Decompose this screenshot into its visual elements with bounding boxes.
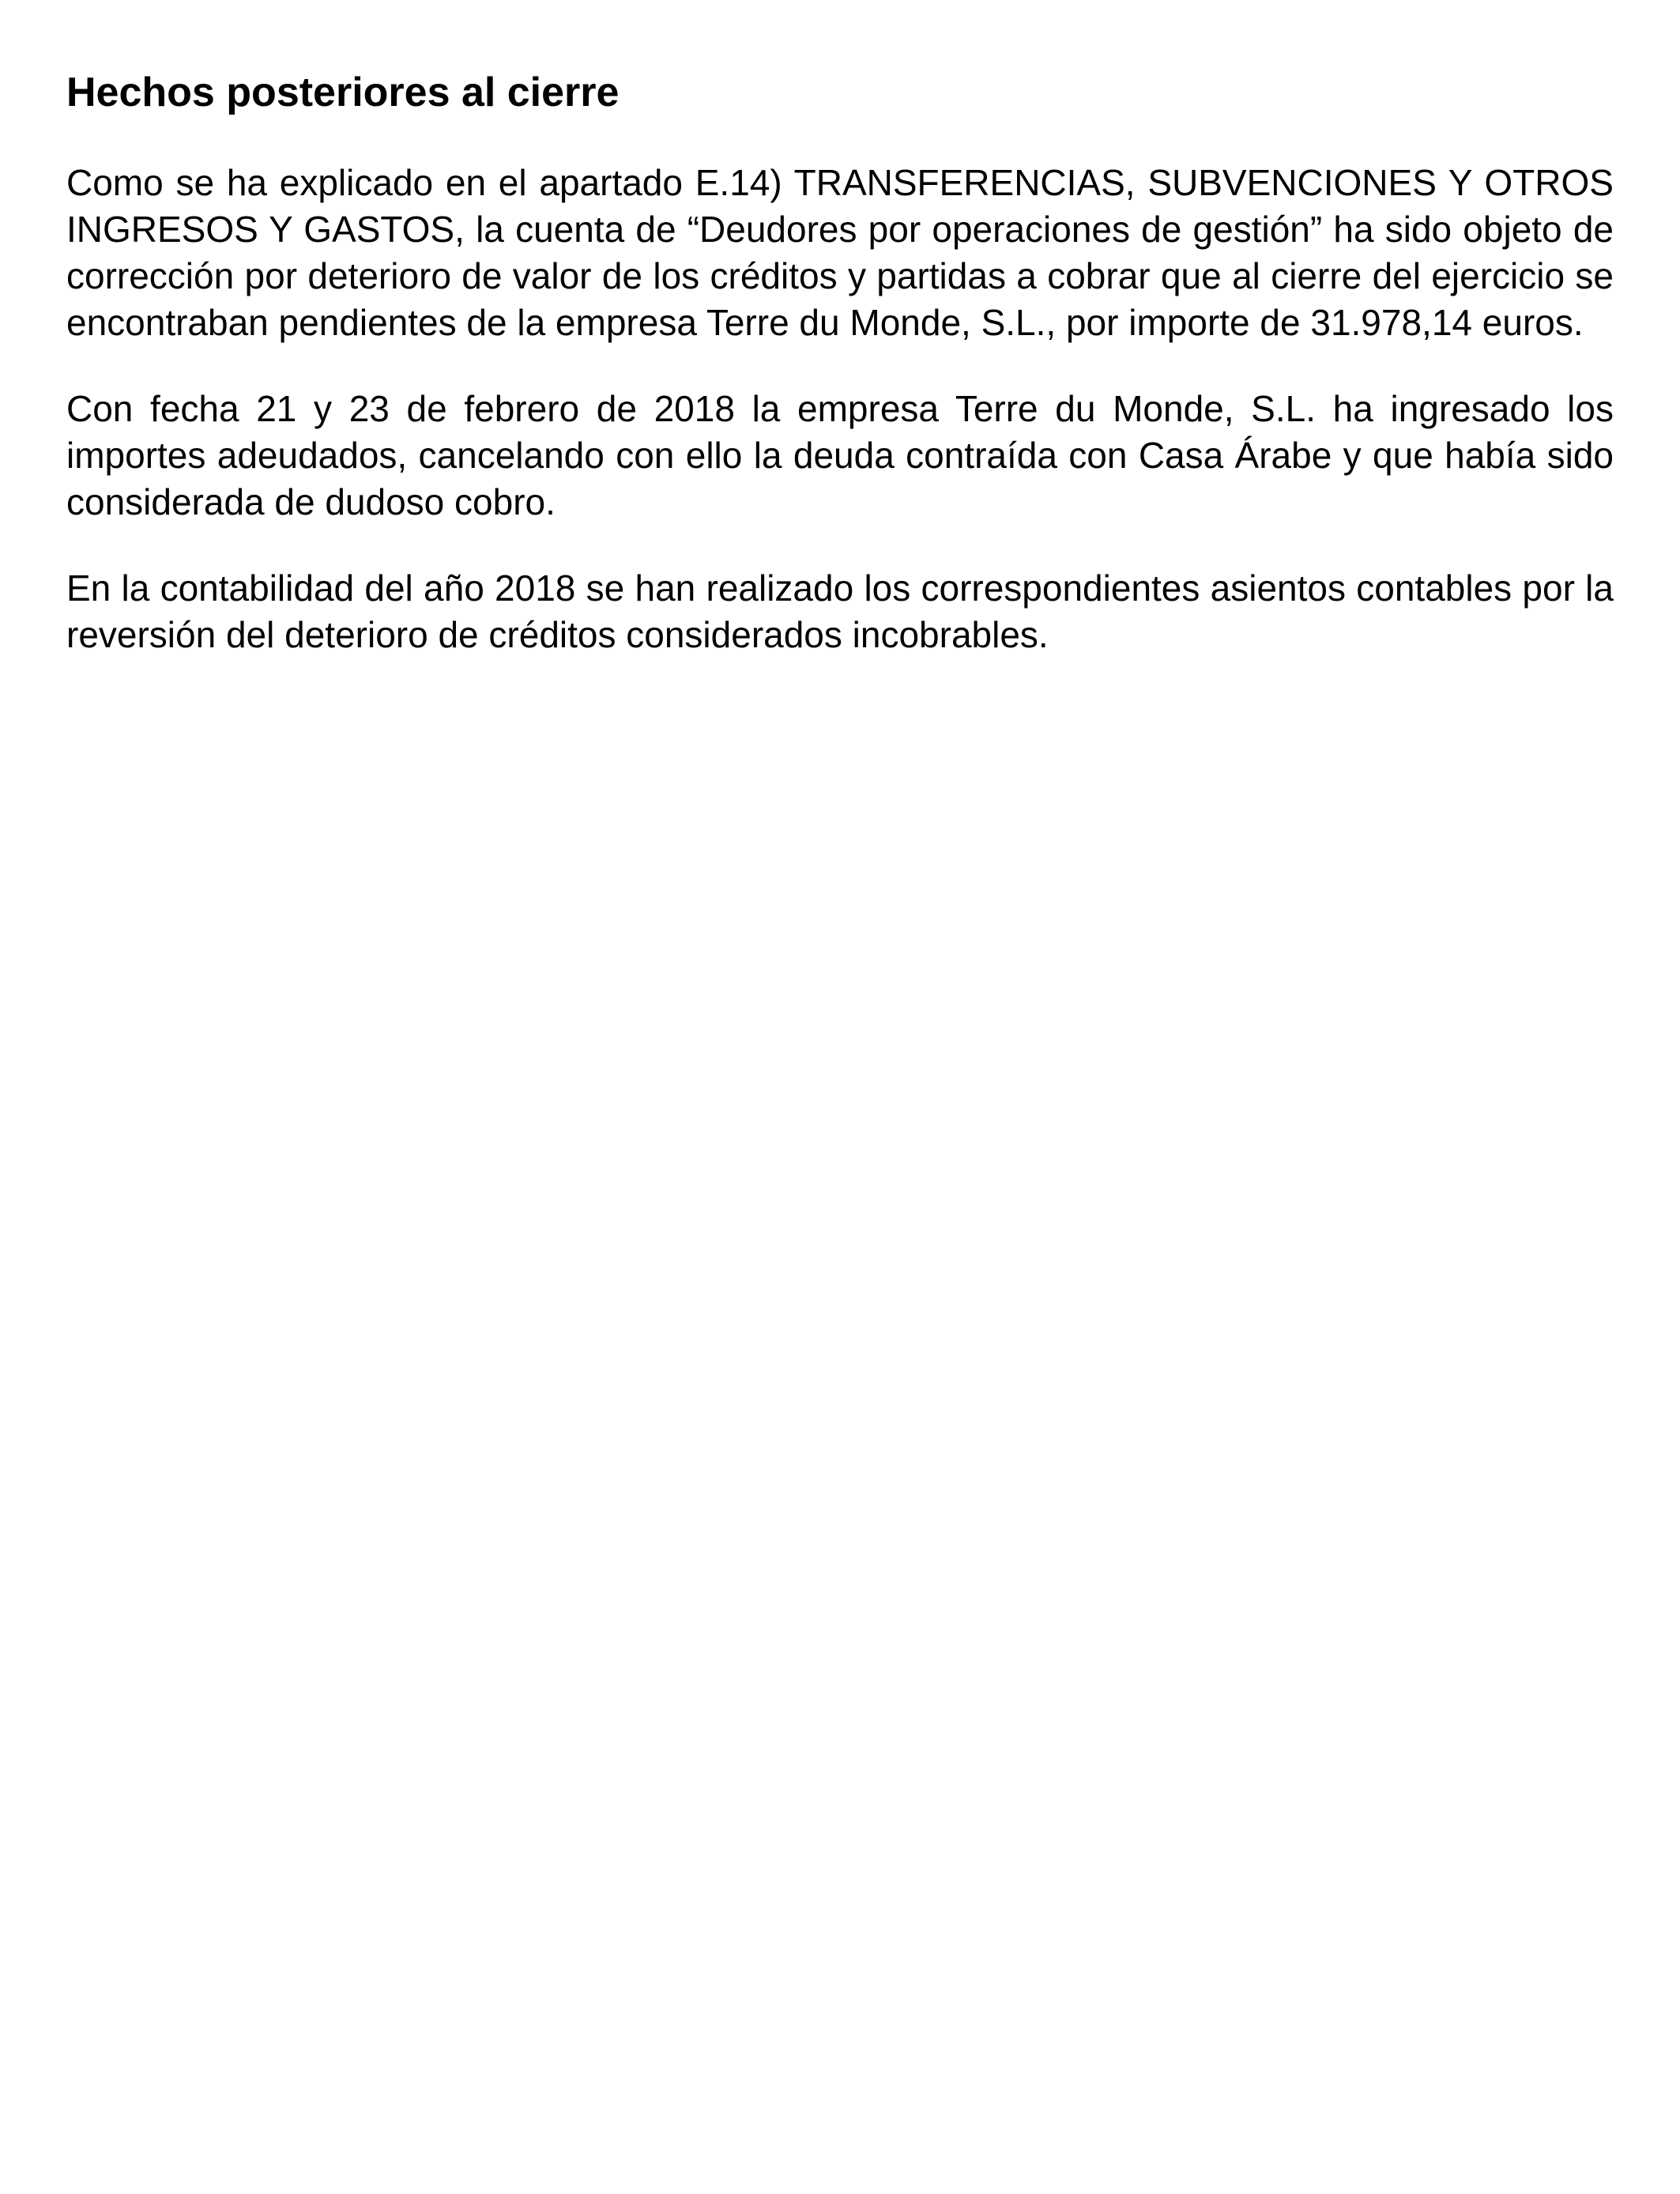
paragraph-ingreso: Con fecha 21 y 23 de febrero de 2018 la empresa Terre du Monde, S.L. ha ingresado los importes adeudados, cancelando con ello la deuda contraída con Casa Árabe y que había sido considerada de dudoso cobro. <box>66 388 1614 522</box>
paragraph-contabilidad: En la contabilidad del año 2018 se han realizado los correspondientes asientos contables por la reversión del deterioro de créditos considerados incobrables. <box>66 567 1614 655</box>
paragraph-deterioro: Como se ha explicado en el apartado E.14) TRANSFERENCIAS, SUBVENCIONES Y OTROS INGRESOS Y GASTOS, la cuenta de “Deudores por operaciones de gestión” ha sido objeto de corrección por deterioro de valor de los créditos y partidas a cobrar que al cierre del ejercicio se encontraban pendientes de la empresa Terre du Monde, S.L., por importe de 31.978,14 euros. <box>66 162 1614 343</box>
section-title: Hechos posteriores al cierre <box>66 70 620 115</box>
document-body <box>66 57 1614 698</box>
